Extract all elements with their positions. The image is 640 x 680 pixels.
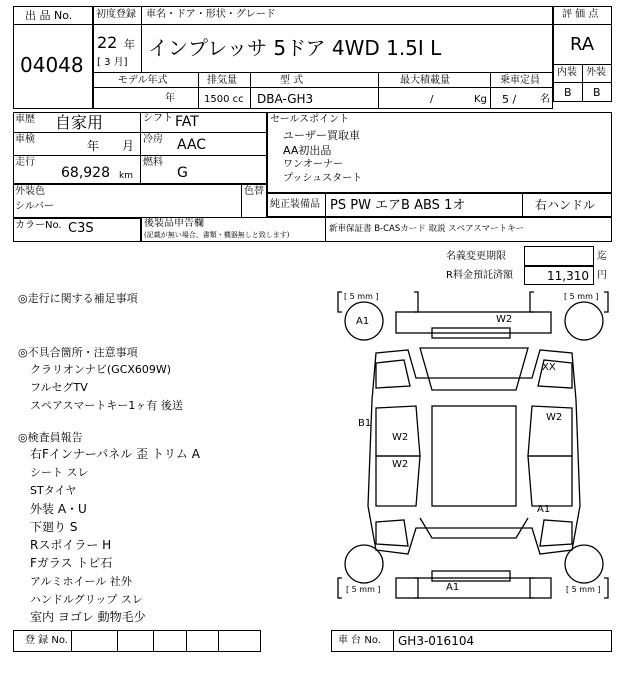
model-year-label: モデル年式 bbox=[118, 75, 168, 86]
car-name: インプレッサ 5ドア 4WD 1.5I L bbox=[148, 36, 442, 60]
lot-number: 04048 bbox=[20, 53, 84, 77]
driving-notes-title: ◎走行に関する補足事項 bbox=[18, 292, 138, 305]
exterior-grade: B bbox=[593, 86, 601, 99]
defect-item: スペアスマートキー1ヶ有 後送 bbox=[30, 399, 183, 412]
name-change-value bbox=[524, 246, 594, 266]
capacity-label: 乗車定員 bbox=[500, 75, 540, 86]
score-value: RA bbox=[570, 34, 595, 55]
reg-year-unit: 年 bbox=[124, 38, 135, 51]
damage-mark: W2 bbox=[392, 432, 409, 443]
sales-point-item: AA初出品 bbox=[283, 144, 332, 157]
damage-mark: B1 bbox=[358, 418, 372, 429]
car-damage-diagram bbox=[336, 288, 612, 628]
reg-month: [ 3 月] bbox=[97, 57, 128, 68]
damage-mark: W2 bbox=[496, 314, 513, 325]
interior-grade: B bbox=[564, 86, 572, 99]
inspector-item: シート スレ bbox=[30, 466, 89, 479]
tire-depth-rear-right: [ 5 mm ] bbox=[566, 585, 601, 594]
score-label: 評 価 点 bbox=[562, 9, 599, 20]
ext-color-label: 外装色 bbox=[15, 186, 45, 197]
inspector-item: 右Fインナーパネル 歪 トリム A bbox=[30, 447, 200, 461]
inspector-item: STタイヤ bbox=[30, 484, 77, 497]
warranty-docs: 新車保証書 B-CASカード 取説 スペアスマートキー bbox=[329, 224, 525, 234]
model-label: 型 式 bbox=[280, 75, 304, 86]
history-value: 自家用 bbox=[55, 113, 104, 132]
sales-point-item: プッシュスタート bbox=[283, 173, 363, 184]
ac-value: AAC bbox=[177, 137, 207, 153]
aftermarket-label: 後装品申告欄 bbox=[144, 218, 204, 229]
sales-point-label: セールスポイント bbox=[270, 114, 350, 125]
recycle-label: R料金預託済額 bbox=[446, 270, 513, 281]
inspector-item: 室内 ヨゴレ 動物毛少 bbox=[30, 610, 146, 624]
shaken-year-unit: 年 bbox=[87, 139, 100, 153]
mileage-label: 走行 bbox=[15, 157, 35, 168]
shaken-month-unit: 月 bbox=[122, 139, 135, 153]
inspector-item: 下廻り S bbox=[30, 520, 78, 534]
inspector-title: ◎検査員報告 bbox=[18, 431, 83, 444]
displacement-value: 1500 cc bbox=[204, 94, 244, 105]
history-label: 車歴 bbox=[15, 114, 35, 125]
recycle-amount: 11,310 bbox=[547, 269, 589, 283]
model-year-unit: 年 bbox=[165, 93, 175, 104]
inspector-item: 外装 A・U bbox=[30, 502, 87, 516]
max-load-label: 最大積載量 bbox=[400, 75, 450, 86]
mileage-unit: km bbox=[119, 171, 133, 181]
handle-value: 右ハンドル bbox=[535, 198, 596, 212]
defect-item: クラリオンナビ(GCX609W) bbox=[30, 363, 172, 376]
car-name-label: 車名・ドア・形状・グレード bbox=[146, 9, 276, 20]
damage-mark: W2 bbox=[546, 412, 563, 423]
color-no-label: カラーNo. bbox=[15, 220, 62, 231]
ac-label: 冷房 bbox=[143, 134, 163, 145]
shift-value: FAT bbox=[175, 114, 199, 130]
defects-title: ◎不具合箇所・注意事項 bbox=[18, 346, 138, 359]
color-no-value: C3S bbox=[68, 221, 94, 236]
color-change-label: 色替 bbox=[244, 186, 264, 197]
max-load-unit: Kg bbox=[474, 94, 487, 105]
exterior-label: 外装 bbox=[586, 67, 606, 78]
shaken-label: 車検 bbox=[15, 134, 35, 145]
name-change-unit: 迄 bbox=[597, 251, 607, 262]
inspector-item: アルミホイール 社外 bbox=[30, 575, 132, 588]
recycle-unit: 円 bbox=[597, 270, 607, 281]
tire-depth-rear-left: [ 5 mm ] bbox=[346, 585, 381, 594]
interior-label: 内装 bbox=[557, 67, 577, 78]
damage-mark: XX bbox=[542, 362, 556, 373]
fuel-value: G bbox=[177, 165, 188, 181]
capacity-unit: 名 bbox=[540, 94, 550, 105]
tire-depth-front-right: [ 5 mm ] bbox=[564, 292, 599, 301]
lot-label: 出 品 No. bbox=[25, 9, 73, 22]
model-code: DBA-GH3 bbox=[257, 92, 314, 106]
sales-point-item: ワンオーナー bbox=[283, 159, 343, 170]
fuel-label: 燃料 bbox=[143, 157, 163, 168]
defect-item: フルセグTV bbox=[30, 381, 88, 394]
chassis-no-label: 車 台 No. bbox=[338, 635, 381, 646]
name-change-label: 名義変更期限 bbox=[446, 251, 506, 262]
tire-depth-front-left: [ 5 mm ] bbox=[344, 292, 379, 301]
inspector-item: ハンドルグリップ スレ bbox=[30, 593, 143, 606]
equipment-value: PS PW エアB ABS 1オ bbox=[330, 198, 466, 213]
inspector-item: Fガラス トビ石 bbox=[30, 556, 113, 570]
displacement-label: 排気量 bbox=[207, 75, 237, 86]
damage-mark: A1 bbox=[446, 582, 460, 593]
chassis-no-value: GH3-016104 bbox=[398, 634, 475, 648]
mileage-value: 68,928 bbox=[61, 165, 110, 181]
damage-mark: A1 bbox=[537, 504, 551, 515]
equipment-label: 純正装備品 bbox=[270, 199, 320, 210]
aftermarket-note: (記載が無い場合、書類・機器無しと致します) bbox=[144, 231, 290, 239]
shift-label: シフト bbox=[143, 113, 173, 124]
registration-no-label: 登 録 No. bbox=[25, 635, 68, 646]
damage-mark: A1 bbox=[356, 316, 370, 327]
damage-mark: W2 bbox=[392, 459, 409, 470]
max-load-value: / bbox=[430, 94, 434, 105]
inspector-item: Rスポイラー H bbox=[30, 538, 112, 552]
reg-year: 22 bbox=[97, 33, 118, 52]
reg-label: 初度登録 bbox=[96, 9, 136, 20]
sales-point-item: ユーザー買取車 bbox=[283, 129, 360, 142]
ext-color-value: シルバー bbox=[15, 201, 55, 212]
capacity-value: 5 / bbox=[502, 93, 517, 106]
